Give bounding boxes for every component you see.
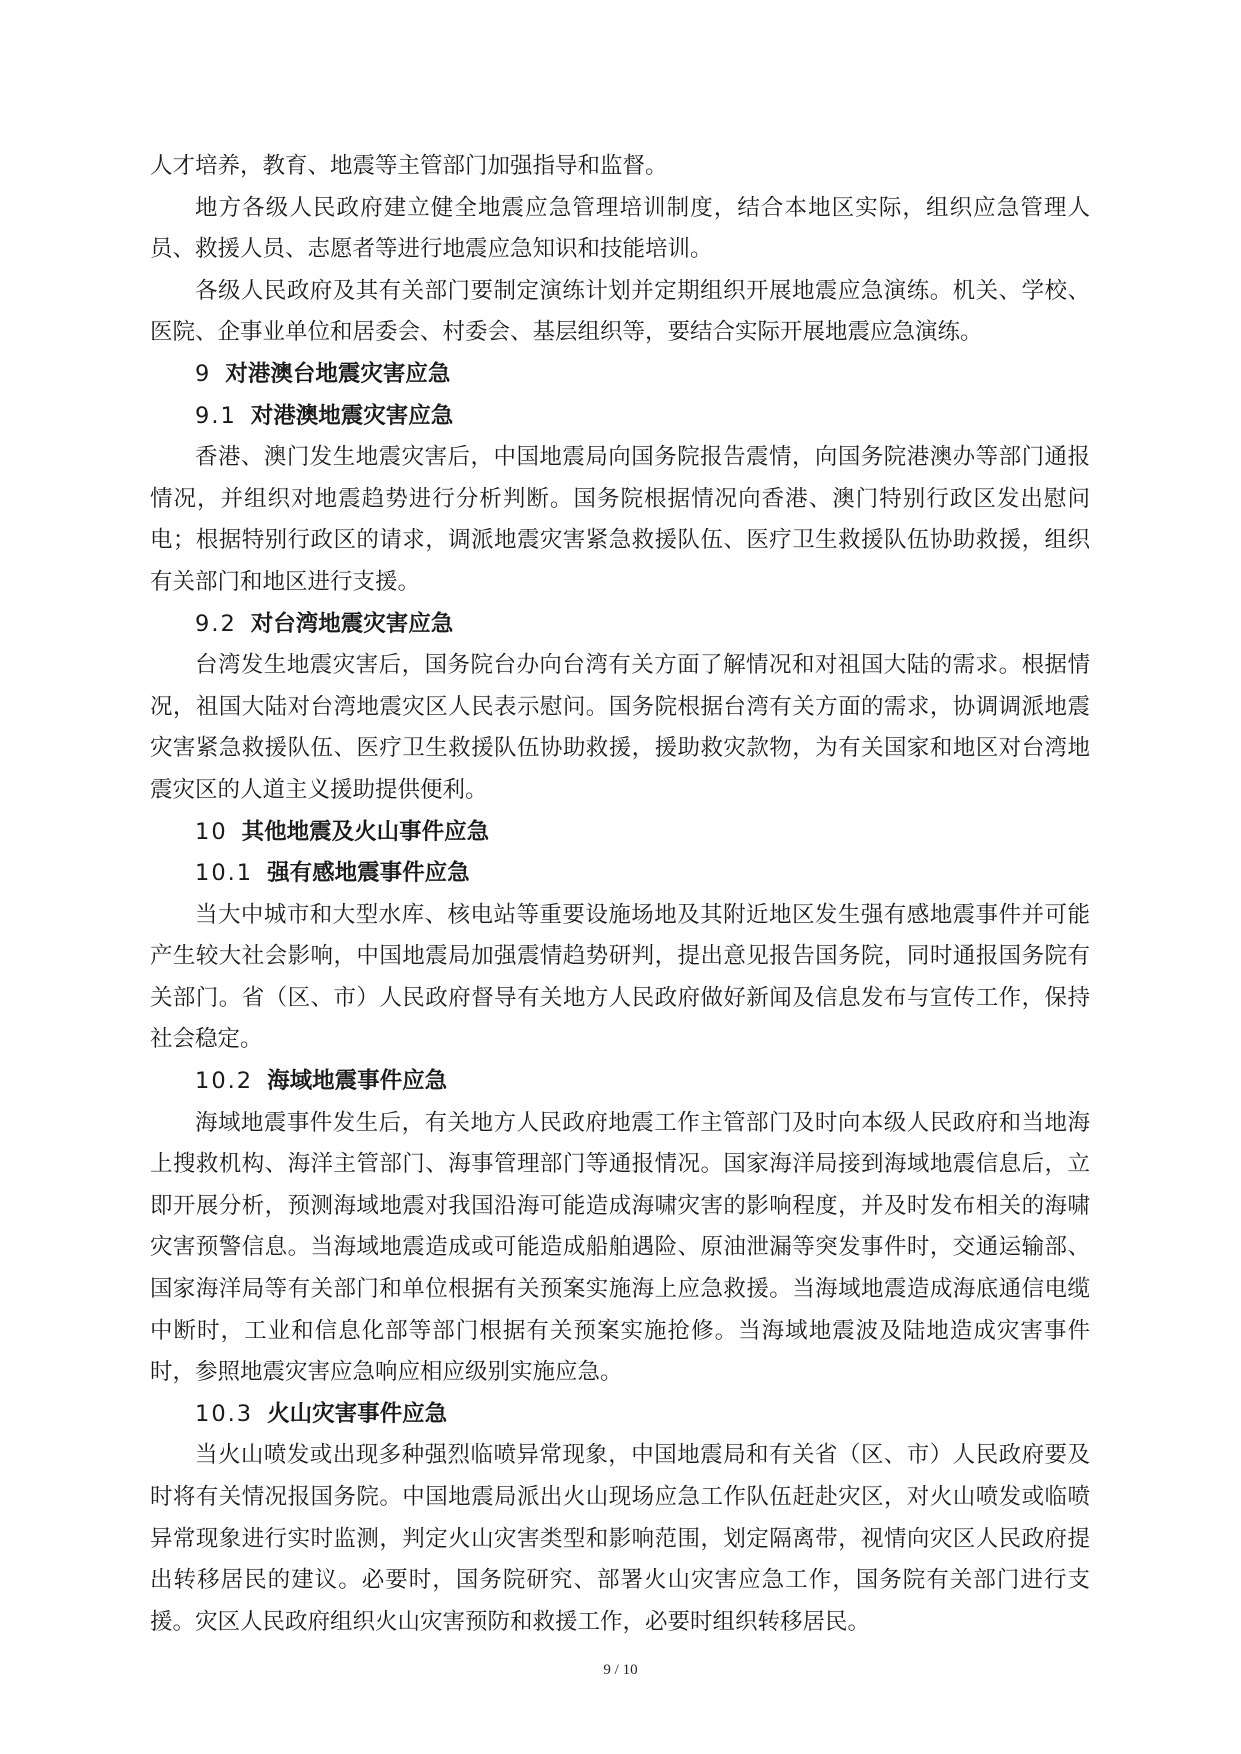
paragraph-emergency-training: 地方各级人民政府建立健全地震应急管理培训制度，结合本地区实际，组织应急管理人员、救援人员、志愿者等进行地震应急知识和技能培训。 xyxy=(150,194,1090,263)
paragraph-taiwan: 台湾发生地震灾害后，国务院台办向台湾有关方面了解情况和对祖国大陆的需求。根据情况，祖国大陆对台湾地震灾区人民表示慰问。国务院根据台湾有关方面的需求，协调调派地震灾害紧急救援队伍、医疗卫生救援队伍协助救援，援助救灾款物，为有关国家和地区对台湾地震灾区的人道主义援助提供便利。 xyxy=(150,652,1090,803)
paragraph-hk-macao: 香港、澳门发生地震灾害后，中国地震局向国务院报告震情，向国务院港澳办等部门通报情况，并组织对地震趋势进行分析判断。国务院根据情况向香港、澳门特别行政区发出慰问电；根据特别行政区的请求，调派地震灾害紧急救援队伍、医疗卫生救援队伍协助救援，组织有关部门和地区进行支援。 xyxy=(150,444,1090,595)
section-heading-9-1 xyxy=(150,396,1090,438)
paragraph-training-continuation: 人才培养，教育、地震等主管部门加强指导和监督。 xyxy=(150,153,668,179)
section-heading-10-2 xyxy=(150,1061,1090,1103)
paragraph-strong-felt-earthquake: 当大中城市和大型水库、核电站等重要设施场地及其附近地区发生强有感地震事件并可能产生较大社会影响，中国地震局加强震情趋势研判，提出意见报告国务院，同时通报国务院有关部门。省（区、市）人民政府督导有关地方人民政府做好新闻及信息发布与宣传工作，保持社会稳定。 xyxy=(150,901,1090,1053)
paragraph-sea-earthquake: 海域地震事件发生后，有关地方人民政府地震工作主管部门及时向本级人民政府和当地海上搜救机构、海洋主管部门、海事管理部门等通报情况。国家海洋局接到海域地震信息后，立即开展分析，预测海域地震对我国沿海可能造成海啸灾害的影响程度，并及时发布相关的海啸灾害预警信息。当海域地震造成或可能造成船舶遇险、原油泄漏等突发事件时，交通运输部、国家海洋局等有关部门和单位根据有关预案实施海上应急救援。当海域地震造成海底通信电缆中断时，工业和信息化部等部门根据有关预案实施抢修。当海域地震波及陆地造成灾害事件时，参照地震灾害应急响应相应级别实施应急。 xyxy=(150,1109,1090,1386)
section-title: 海域地震事件应急 xyxy=(267,1068,448,1095)
section-number: 9.1 xyxy=(195,402,237,429)
section-title: 对港澳地震灾害应急 xyxy=(250,402,454,429)
section-title: 对港澳台地震灾害应急 xyxy=(225,360,451,387)
section-title: 对台湾地震灾害应急 xyxy=(250,610,454,637)
section-number: 10.2 xyxy=(195,1068,254,1095)
section-number: 9.2 xyxy=(195,610,237,637)
section-heading-9 xyxy=(150,354,1090,396)
section-number: 10.1 xyxy=(195,860,254,887)
section-heading-10 xyxy=(150,812,1090,854)
section-title: 其他地震及火山事件应急 xyxy=(241,818,490,845)
paragraph-volcano: 当火山喷发或出现多种强烈临喷异常现象，中国地震局和有关省（区、市）人民政府要及时将有关情况报国务院。中国地震局派出火山现场应急工作队伍赶赴灾区，对火山喷发或临喷异常现象进行实时监测，判定火山灾害类型和影响范围，划定隔离带，视情向灾区人民政府提出转移居民的建议。必要时，国务院研究、部署火山灾害应急工作，国务院有关部门进行支援。灾区人民政府组织火山灾害预防和救援工作，必要时组织转移居民。 xyxy=(150,1442,1090,1635)
section-heading-9-2 xyxy=(150,604,1090,646)
section-number: 9 xyxy=(195,360,212,387)
section-title: 火山灾害事件应急 xyxy=(267,1400,448,1427)
section-heading-10-1 xyxy=(150,853,1090,895)
section-number: 10.3 xyxy=(195,1400,254,1427)
section-number: 10 xyxy=(195,818,228,845)
document-body xyxy=(150,146,1090,1643)
page-number: 9 / 10 xyxy=(603,1662,638,1678)
paragraph-emergency-drills: 各级人民政府及其有关部门要制定演练计划并定期组织开展地震应急演练。机关、学校、医院、企事业单位和居委会、村委会、基层组织等，要结合实际开展地震应急演练。 xyxy=(150,277,1090,346)
section-title: 强有感地震事件应急 xyxy=(267,860,470,887)
section-heading-10-3 xyxy=(150,1394,1090,1436)
